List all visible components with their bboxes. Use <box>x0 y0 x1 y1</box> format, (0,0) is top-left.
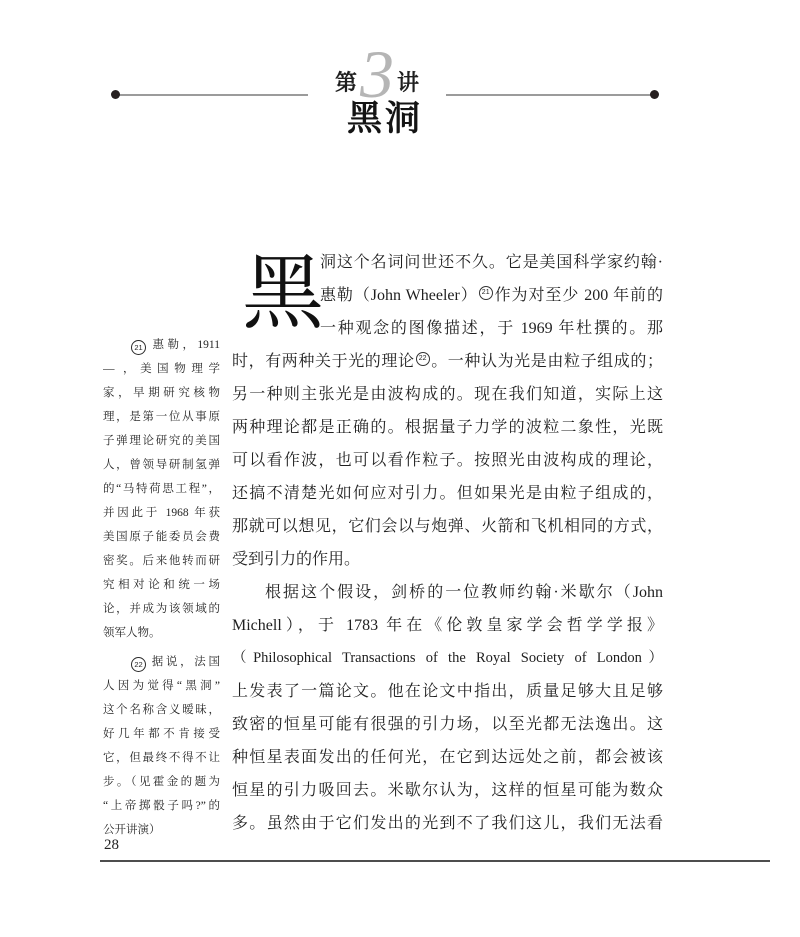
note-line: 人因为觉得“黑洞” <box>103 680 220 692</box>
body-line: 根据这个假设，剑桥的一位教师约翰·米歇尔（John <box>265 584 663 601</box>
footnote-ref-21-icon: 21 <box>131 340 146 355</box>
body-text: 时，有两种关于光的理论 <box>232 353 415 370</box>
note-line <box>103 650 220 674</box>
note-line: 公开讲演） <box>103 824 161 836</box>
body-line <box>232 345 663 378</box>
body-line: 致密的恒星可能有很强的引力场，以至光都无法逸出。这 <box>232 716 663 733</box>
body-line: 那就可以想见，它们会以与炮弹、火箭和飞机相同的方式， <box>232 518 663 535</box>
note-line <box>103 333 220 357</box>
note-line: 的“马特荷思工程”， <box>103 483 220 495</box>
note-line: 领军人物。 <box>103 627 161 639</box>
lecture-number: 3 <box>360 36 394 113</box>
dropcap-character: 黑 <box>242 248 325 339</box>
margin-note-22 <box>103 650 220 842</box>
page-number: 28 <box>104 837 119 853</box>
note-line: — ，美国物理学 <box>103 363 220 375</box>
footnote-ref-22-superscript-icon: 22 <box>416 352 430 366</box>
body-line: 受到引力的作用。 <box>232 551 361 568</box>
note-line: 究相对论和统一场 <box>103 579 220 591</box>
chapter-title: 黑洞 <box>346 99 423 138</box>
note-line: 论，并成为该领域的 <box>103 603 220 615</box>
body-line: 洞这个名词问世还不久。它是美国科学家约翰· <box>320 254 663 271</box>
body-line: 恒星的引力吸回去。米歇尔认为，这样的恒星可能为数众 <box>232 782 663 799</box>
body-line: 还搞不清楚光如何应对引力。但如果光是由粒子组成的， <box>232 485 663 502</box>
footnote-ref-22-icon: 22 <box>131 657 146 672</box>
note-line: 好几年都不肯接受 <box>103 728 220 740</box>
note-line: 密奖。后来他转而研 <box>103 555 220 567</box>
note-line: 并因此于 1968 年获 <box>103 507 220 519</box>
lecture-label <box>308 36 446 113</box>
body-line: 种恒星表面发出的任何光，在它到达远处之前，都会被该 <box>232 749 663 766</box>
note-line: 这个名称含义暧昧， <box>103 704 220 716</box>
note-line: 人，曾领导研制氢弹 <box>103 459 220 471</box>
body-line: 一种观念的图像描述，于 1969 年杜撰的。那 <box>320 320 663 337</box>
body-text: 。一种认为光是由粒子组成的； <box>430 353 663 370</box>
body-text: 惠勒（John Wheeler） <box>320 287 478 304</box>
body-line: 上发表了一篇论文。他在论文中指出，质量足够大且足够 <box>232 683 663 700</box>
body-line: 另一种则主张光是由波构成的。现在我们知道，实际上这 <box>232 386 663 403</box>
body-line: （Philosophical Transactions of the Royal Society of London） <box>232 650 663 666</box>
note-line: 美国原子能委员会费 <box>103 531 220 543</box>
note-text: 据说，法国 <box>149 656 220 668</box>
note-line: 子弹理论研究的美国 <box>103 435 220 447</box>
footnote-ref-21-superscript-icon: 21 <box>479 286 493 300</box>
note-line: 它，但最终不得不让 <box>103 752 220 764</box>
footer-rule <box>100 860 770 862</box>
lecture-prefix: 第 <box>334 70 357 95</box>
note-line: “上帝掷骰子吗?”的 <box>103 800 220 812</box>
body-line: Michell），于 1783 年在《伦敦皇家学会哲学学报》 <box>232 617 663 634</box>
lecture-suffix: 讲 <box>397 70 420 95</box>
body-line: 两种理论都是正确的。根据量子力学的波粒二象性，光既 <box>232 419 663 436</box>
body-line <box>320 279 663 312</box>
note-line: 理，是第一位从事原 <box>103 411 220 423</box>
margin-note-21 <box>103 333 220 645</box>
body-line: 多。虽然由于它们发出的光到不了我们这儿，我们无法看 <box>232 815 663 832</box>
note-text: 惠勒，1911 <box>149 339 220 351</box>
body-line: 可以看作波，也可以看作粒子。按照光由波构成的理论， <box>232 452 663 469</box>
body-text-column <box>232 246 663 840</box>
note-line: 步。（见霍金的题为 <box>103 776 220 788</box>
body-text: 作为对至少 200 年前的 <box>493 287 663 304</box>
note-line: 家，早期研究核物 <box>103 387 220 399</box>
